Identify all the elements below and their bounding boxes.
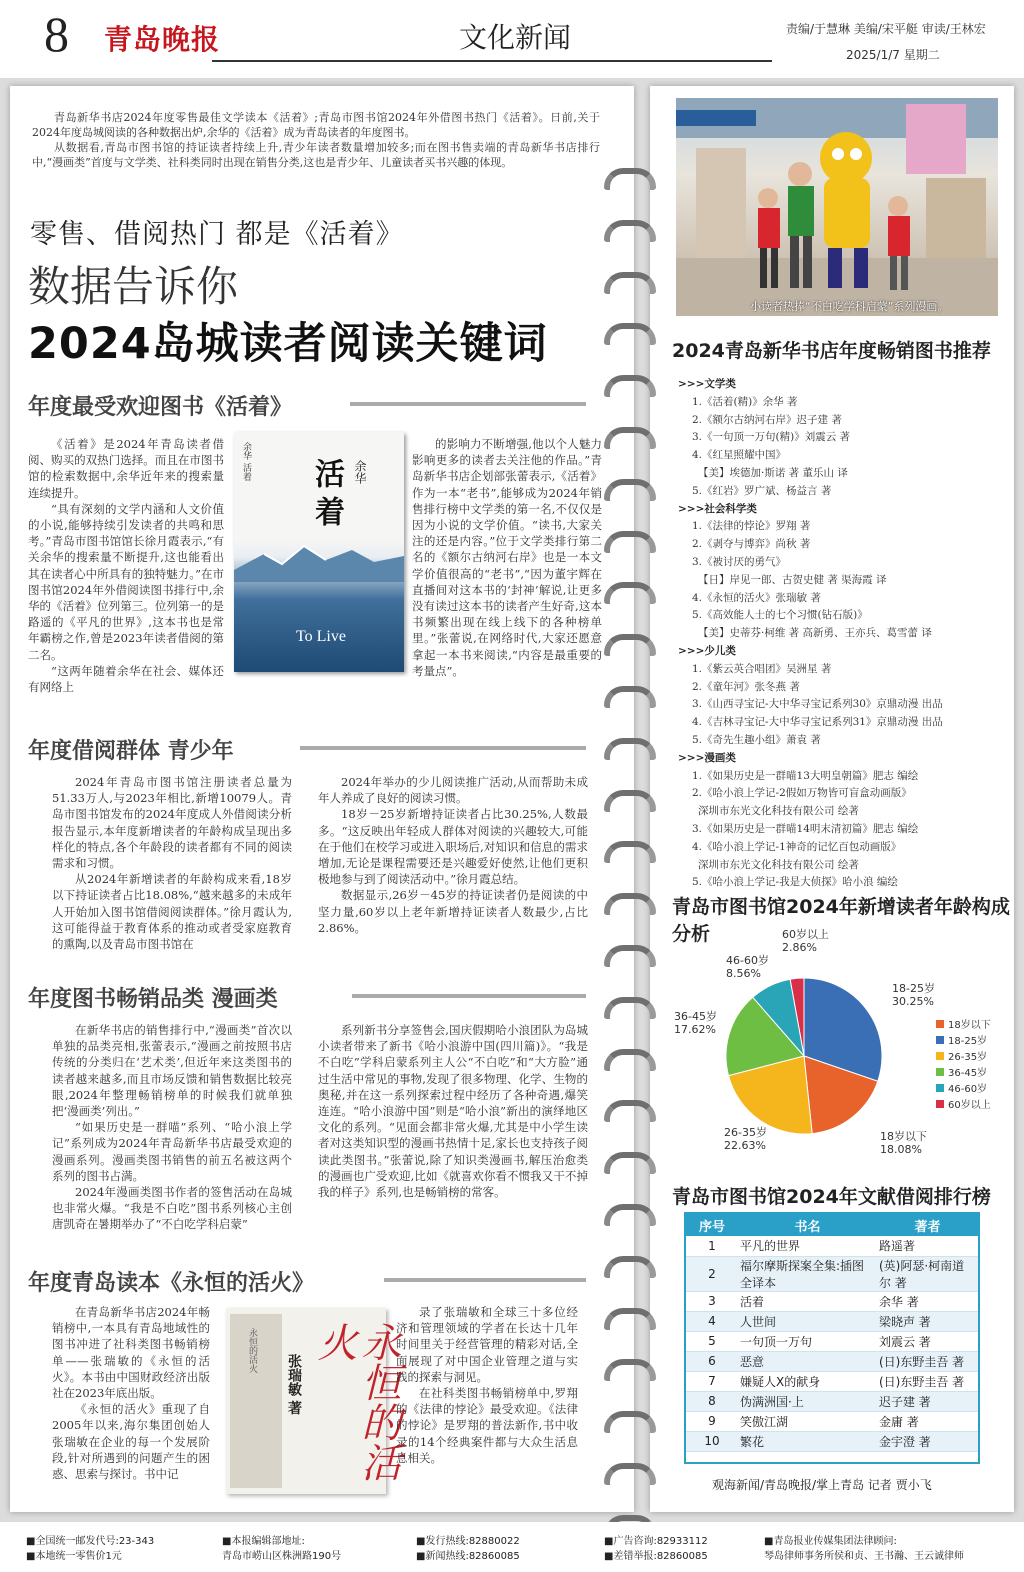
bestseller-item: 4.《哈小浪上学记-1神奇的记忆百包动画版》 <box>692 840 902 853</box>
book-english-title: To Live <box>296 628 346 645</box>
binder-ring <box>604 997 656 1019</box>
chart-title: 青岛市图书馆2024年新增读者年龄构成分析 <box>672 896 1010 945</box>
legend-swatch <box>936 1020 944 1028</box>
rank-number: 8 <box>686 1391 738 1411</box>
section-heading-bar <box>384 1278 586 1282</box>
footer-info: 琴岛律师事务所侯和贞、王书瀚、王云诚律师 <box>764 1551 964 1562</box>
bestseller-item: 深圳市东光文化科技有限公司 绘著 <box>698 805 859 818</box>
section-2-column-1 <box>52 774 292 952</box>
paragraph: 录了张瑞敏和全球三十多位经济和管理领域的学者在长达十几年时间里关于经营管理的精彩对话,全面展现了对中国企业管理之道与实践的探索与洞见。 <box>396 1305 578 1384</box>
section-heading: 年度图书畅销品类 漫画类 <box>28 986 278 1012</box>
bestseller-item: 深圳市东光文化科技有限公司 绘著 <box>698 858 859 871</box>
binder-ring <box>604 479 656 501</box>
ranking-title: 青岛市图书馆2024年文献借阅排行榜 <box>672 1186 991 1208</box>
section-4-column-2 <box>396 1304 578 1466</box>
paragraph: “这两年随着余华在社会、媒体还有网络上 <box>28 663 224 695</box>
pie-slice-label: 36-45岁 <box>674 1010 717 1023</box>
binder-ring <box>604 841 656 863</box>
section-heading: 年度青岛读本《永恒的活火》 <box>28 1270 315 1296</box>
bestseller-item: 4.《红星照耀中国》 <box>692 449 787 462</box>
legend-entry: 60岁以上 <box>948 1100 991 1111</box>
event-photo <box>676 98 998 316</box>
section-1-column-1 <box>28 436 224 695</box>
author-cell: 迟子建 著 <box>877 1391 978 1411</box>
author-cell: (英)阿瑟·柯南道尔 著 <box>877 1256 978 1291</box>
footer-info: 青岛市崂山区株洲路190号 <box>222 1551 342 1562</box>
paragraph: 2024年漫画类图书作者的签售活动在岛城也非常火爆。“我是不白吃”图书系列核心主创唐凯奇在暑期举办了“不白吃学科启蒙” <box>52 1185 292 1232</box>
section-heading-bar <box>350 402 586 406</box>
table-header: 序号 <box>686 1214 738 1236</box>
table-row <box>686 1331 978 1351</box>
footer-info: ■发行热线:82880022 <box>416 1536 520 1547</box>
binder-ring <box>604 323 656 345</box>
article-intro <box>32 110 600 170</box>
pie-slice-label: 46-60岁 <box>726 954 769 967</box>
book-title-cell: 伪满洲国·上 <box>738 1391 877 1411</box>
book-title-cell: 人世间 <box>738 1311 877 1331</box>
paragraph: 《活着》是2024年青岛读者借阅、购买的双热门选择。而且在市图书馆的检索数据中,余华近年来的搜索量连续提升。 <box>28 437 224 500</box>
book-spine-text: 永恒的活火 <box>247 1328 257 1373</box>
binder-ring <box>604 945 656 967</box>
bestseller-item: 【美】史蒂芬·柯维 著 高新勇、王亦兵、葛雪蕾 译 <box>698 627 932 640</box>
table-row <box>686 1351 978 1371</box>
binder-ring <box>604 1204 656 1226</box>
bestseller-item: 【日】岸见一郎、古贺史健 著 渠海霞 译 <box>698 573 887 586</box>
rank-number: 10 <box>686 1431 738 1451</box>
footer-info: ■差错举报:82860085 <box>604 1551 708 1562</box>
footer-info: ■青岛报业传媒集团法律顾问: <box>764 1536 897 1547</box>
bestseller-item: 5.《哈小浪上学记-我是大侦探》哈小浪 编绘 <box>692 876 898 889</box>
binder-rings <box>604 110 668 1510</box>
rank-number: 5 <box>686 1331 738 1351</box>
binder-ring <box>604 220 656 242</box>
mountain-illustration <box>234 542 404 582</box>
pie-slice-label: 17.62% <box>674 1023 716 1036</box>
book-title-cell: 平凡的世界 <box>738 1236 877 1256</box>
table-header: 著者 <box>877 1214 978 1236</box>
bestseller-item: 2.《额尔古纳河右岸》迟子建 著 <box>692 413 842 426</box>
binder-ring <box>604 531 656 553</box>
paragraph: 的影响力不断增强,他以个人魅力影响更多的读者去关注他的作品。”青岛新华书店企划部张蕾表示,《活着》作为一本“老书”,能够成为2024年销售排行榜中文学类的第一名,不仅仅是因为小说的文学价值。“读书,大家关注的还是内容。”位于文学类排行第二名的《额尔古纳河右岸》也是一本文学价值很高的“老书”,“因为董宇辉在直播间对这本书的‘封神’解说,让更多没有读过这本书的读者产生好奇,这本书频繁出现在线上线下的各种榜单里。”张蕾说,在网络时代,大家还愿意拿起一本书来阅读,“内容是最重要的考量点”。 <box>412 437 602 678</box>
book-title: 活着 <box>309 458 344 534</box>
table-row <box>686 1236 978 1256</box>
section-3-column-2 <box>318 1022 588 1200</box>
legend-entry: 46-60岁 <box>948 1084 988 1095</box>
paragraph: 2024年青岛市图书馆注册读者总量为51.33万人,与2023年相比,新增10079人。青岛市图书馆发布的2024年度成人外借阅读分析报告显示,本年度新增读者的年龄构成呈现出多样化的特点,各个年龄段的读者都有不同的阅读需求和习惯。 <box>52 775 292 871</box>
legend-entry: 36-45岁 <box>948 1068 988 1079</box>
pie-slice-label: 30.25% <box>892 995 934 1008</box>
paragraph: 数据显示,26岁－45岁的持证读者仍是阅读的中坚力量,60岁以上老年新增持证读者人数最少,占比2.86%。 <box>318 888 588 935</box>
legend-swatch <box>936 1036 944 1044</box>
bestseller-category: >>>文学类 <box>678 378 736 390</box>
legend-entry: 26-35岁 <box>948 1052 988 1063</box>
bestseller-item: 1.《活着(精)》余华 著 <box>692 395 798 408</box>
book-title-cell: 活着 <box>738 1291 877 1311</box>
editor-credits: 责编/于慧琳 美编/宋平艇 审读/王林宏 <box>786 22 986 36</box>
paragraph: 《永恒的活火》重现了自2005年以来,海尔集团创始人张瑞敏在企业的每一个发展阶段,针对所遇到的问题产生的困惑、思索与探讨。书中记 <box>52 1402 210 1482</box>
pie-slice-label: 2.86% <box>782 941 817 954</box>
pie-slice-label: 8.56% <box>726 967 761 980</box>
table-row <box>686 1391 978 1411</box>
rank-number: 9 <box>686 1411 738 1431</box>
binder-ring <box>604 634 656 656</box>
bestseller-category: >>>少儿类 <box>678 644 736 657</box>
legend-swatch <box>936 1084 944 1092</box>
bestseller-item: 5.《红岩》罗广斌、杨益言 著 <box>692 484 832 497</box>
table-row <box>686 1256 978 1291</box>
binder-ring <box>604 272 656 294</box>
bestseller-item: 【美】埃德加·斯诺 著 董乐山 译 <box>698 466 848 479</box>
book-title-cell: 福尔摩斯探案全集:插图全译本 <box>738 1256 877 1291</box>
footer-info: ■新闻热线:82860085 <box>416 1551 520 1562</box>
pie-slice-label: 26-35岁 <box>724 1126 767 1139</box>
book-cover-huozhe <box>234 432 404 672</box>
legend-entry: 18-25岁 <box>948 1036 988 1047</box>
legend-swatch <box>936 1052 944 1060</box>
table-row <box>686 1291 978 1311</box>
rank-number: 2 <box>686 1256 738 1291</box>
binder-ring <box>604 168 656 190</box>
bestseller-item: 4.《吉林寻宝记-大中华寻宝记系列31》京鼎动漫 出品 <box>692 716 943 729</box>
binder-ring <box>604 893 656 915</box>
rank-number: 7 <box>686 1371 738 1391</box>
author-cell: 余华 著 <box>877 1291 978 1311</box>
headline-bold: 2024岛城读者阅读关键词 <box>28 319 548 369</box>
rank-number: 6 <box>686 1351 738 1371</box>
footer-info: ■广告咨询:82933112 <box>604 1536 708 1547</box>
pie-slice-label: 18.08% <box>880 1143 922 1156</box>
paragraph: 18岁－25岁新增持证读者占比30.25%,人数最多。“这反映出年轻成人群体对阅读的兴趣较大,可能在于他们在校学习或进入职场后,对知识和信息的需求增加,无论是课程需要还是兴趣爱好使然,让他们更积极地参与到了阅读活动中。”徐月霞总结。 <box>318 807 588 887</box>
book-title-cell: 嫌疑人X的献身 <box>738 1371 877 1391</box>
headline-main: 数据告诉你 <box>28 262 239 311</box>
rank-number: 3 <box>686 1291 738 1311</box>
bestseller-item: 1.《法律的悖论》罗翔 著 <box>692 520 811 533</box>
book-cover-yongheng <box>226 1308 401 1494</box>
paragraph: 2024年举办的少儿阅读推广活动,从而帮助未成年人养成了良好的阅读习惯。 <box>318 775 588 806</box>
binder-ring <box>604 1100 656 1122</box>
paragraph: 从2024年新增读者的年龄构成来看,18岁以下持证读者占比18.08%,“越来越多的未成年人开始加入图书馆借阅阅读群体。”徐月霞认为,这可能得益于教育体系的推动或者受家庭教育的熏陶,以及青岛市图书馆在 <box>52 872 292 952</box>
book-title: 永恒的活火 <box>311 1322 401 1482</box>
bestseller-item: 2.《剥夺与博弈》尚秋 著 <box>692 538 811 551</box>
bestseller-item: 3.《如果历史是一群喵14明末清初篇》肥志 编绘 <box>692 822 919 835</box>
header-rule <box>212 60 772 62</box>
bestseller-category: >>>漫画类 <box>678 751 736 764</box>
bestseller-item: 1.《紫云英合唱团》吴洲星 著 <box>692 662 832 675</box>
binder-ring <box>604 1308 656 1330</box>
binder-ring <box>604 1359 656 1381</box>
bestsellers-title: 2024青岛新华书店年度畅销图书推荐 <box>672 340 991 362</box>
section-1-column-2 <box>412 436 602 679</box>
ranking-table <box>686 1214 978 1452</box>
author-cell: 刘震云 著 <box>877 1331 978 1351</box>
section-heading-bar <box>300 746 586 750</box>
footer-info: ■全国统一邮发代号:23-343 <box>26 1536 155 1547</box>
pie-slice-label: 60岁以上 <box>782 928 829 941</box>
intro-paragraph: 从数据看,青岛市图书馆的持证读者持续上升,青少年读者数量增加较多;而在图书售卖端的青岛新华书店排行中,“漫画类”首度与文学类、社科类同时出现在销售分类,这也是青少年、儿童读者买书兴趣的体现。 <box>32 141 600 169</box>
intro-paragraph: 青岛新华书店2024年度零售最佳文学读本《活着》;青岛市图书馆2024年外借图书热门《活着》。日前,关于2024年度岛城阅读的各种数据出炉,余华的《活着》成为青岛读者的年度图书。 <box>32 111 600 139</box>
section-heading-bar <box>352 994 586 998</box>
bestseller-item: 2.《哈小浪上学记-2假如万物皆可盲盒动画版》 <box>692 787 912 800</box>
bestseller-item: 4.《永恒的活火》张瑞敏 著 <box>692 591 821 604</box>
binder-ring <box>604 1463 656 1485</box>
binder-ring <box>604 375 656 397</box>
section-heading: 年度最受欢迎图书《活着》 <box>28 394 293 420</box>
footer-info: ■本地统一零售价1元 <box>26 1551 122 1562</box>
table-row <box>686 1311 978 1331</box>
binder-ring <box>604 1049 656 1071</box>
bestsellers-list <box>678 376 998 892</box>
masthead <box>0 0 1024 78</box>
table-row <box>686 1411 978 1431</box>
binder-ring <box>604 1152 656 1174</box>
section-4-column-1 <box>52 1304 210 1482</box>
section-heading: 年度借阅群体 青少年 <box>28 738 234 764</box>
binder-ring <box>604 1411 656 1433</box>
book-author: 张瑞敏 著 <box>286 1354 302 1415</box>
book-title-cell: 一句顶一万句 <box>738 1331 877 1351</box>
binder-ring <box>604 1256 656 1278</box>
book-title-cell: 笑傲江湖 <box>738 1411 877 1431</box>
byline: 观海新闻/青岛晚报/掌上青岛 记者 贾小飞 <box>712 1478 932 1492</box>
issue-date: 2025/1/7 星期二 <box>846 48 940 62</box>
binder-ring <box>604 738 656 760</box>
bestseller-item: 2.《童年河》张冬燕 著 <box>692 680 800 693</box>
page-number: 8 <box>44 6 69 62</box>
paragraph: 在青岛新华书店2024年畅销榜中,一本具有青岛地域性的图书冲进了社科类图书畅销榜单——张瑞敏的《永恒的活火》。本书由中国财政经济出版社在2023年底出版。 <box>52 1305 210 1401</box>
binder-ring <box>604 582 656 604</box>
section-2-column-2 <box>318 774 588 936</box>
bestseller-item: 3.《山西寻宝记-大中华寻宝记系列30》京鼎动漫 出品 <box>692 698 943 711</box>
paragraph: 在社科类图书畅销榜单中,罗翔的《法律的悖论》最受欢迎。《法律的悖论》是罗翔的普法新作,书中收录的14个经典案件都与大众生活息息相关。 <box>396 1386 578 1465</box>
headline-kicker: 零售、借阅热门 都是《活着》 <box>30 219 404 250</box>
legend-swatch <box>936 1100 944 1108</box>
table-row <box>686 1371 978 1391</box>
bestseller-category: >>>社会科学类 <box>678 502 757 515</box>
rank-number: 1 <box>686 1236 738 1256</box>
book-author: 余华 <box>353 460 367 484</box>
pie-slice-label: 22.63% <box>724 1139 766 1152</box>
rank-number: 4 <box>686 1311 738 1331</box>
footer-info: ■本报编辑部地址: <box>222 1536 305 1547</box>
paragraph: “如果历史是一群喵”系列、“哈小浪上学记”系列成为2024年青岛新华书店最受欢迎的漫画系列。漫画类图书销售的前五名被这两个系列的图书占满。 <box>52 1120 292 1183</box>
paragraph: 系列新书分享签售会,国庆假期哈小浪团队为岛城小读者带来了新书《哈小浪游中国(四川篇)》。“我是不白吃”学科启蒙系列主人公“不白吃”和“大方脸”通过生活中常见的事物,发现了很多物理、化学、生物的奥秘,并在这一系列探索过程中经历了各种奇遇,爆笑连连。“哈小浪游中国”则是“哈小浪”新出的演绎地区文化的系列。“见面会都非常火爆,尤其是中小学生读者对这类知识型的漫画书热情十足,家长也支持孩子阅读此类图书。”张蕾说,除了知识类漫画书,解压治愈类的漫画也广受欢迎,比如《就喜欢你看不惯我又干不掉我的样子》系列,也是畅销榜的常客。 <box>318 1023 588 1200</box>
author-cell: (日)东野圭吾 著 <box>877 1371 978 1391</box>
bestseller-item: 5.《奇先生趣小组》萧袁 著 <box>692 733 821 746</box>
book-title-cell: 恶意 <box>738 1351 877 1371</box>
photo-illustration <box>676 98 998 316</box>
page-footer <box>0 1522 1024 1572</box>
author-cell: 路遥著 <box>877 1236 978 1256</box>
binder-ring <box>604 790 656 812</box>
binder-ring <box>604 427 656 449</box>
paper-logo: 青岛晚报 <box>104 23 221 56</box>
paragraph: “具有深刻的文学内涵和人文价值的小说,能够持续引发读者的共鸣和思考。”青岛市图书馆馆长徐月霞表示,“有关余华的搜索量不断提升,这也能看出其在读者心中所具有的独特魅力。”在市图书馆2024年外借阅读图书排行中,余华的《活着》位列第三。位列第一的是路遥的《平凡的世界》,这本书也是常年霸榜之作,曾是2023年读者借阅的第二名。 <box>28 501 224 662</box>
table-row <box>686 1431 978 1451</box>
author-cell: 金庸 著 <box>877 1411 978 1431</box>
pie-slice-label: 18岁以下 <box>880 1130 927 1143</box>
author-cell: 梁晓声 著 <box>877 1311 978 1331</box>
photo-caption: 小读者热捧“不白吃学科启蒙”系列漫画。 <box>750 300 949 313</box>
book-spine-text: 余华 活着 <box>241 442 251 481</box>
bestseller-item: 3.《一句顶一万句(精)》刘震云 著 <box>692 431 851 444</box>
legend-entry: 18岁以下 <box>948 1020 991 1031</box>
section-3-column-1 <box>52 1022 292 1233</box>
author-cell: 金宇澄 著 <box>877 1431 978 1451</box>
section-title: 文化新闻 <box>458 21 571 54</box>
legend-swatch <box>936 1068 944 1076</box>
bestseller-item: 5.《高效能人士的七个习惯(钻石版)》 <box>692 609 868 622</box>
book-title-cell: 繁花 <box>738 1431 877 1451</box>
bestseller-item: 1.《如果历史是一群喵13大明皇朝篇》肥志 编绘 <box>692 769 919 782</box>
author-cell: (日)东野圭吾 著 <box>877 1351 978 1371</box>
age-pie-chart <box>664 922 1004 1172</box>
binder-ring <box>604 686 656 708</box>
table-header: 书名 <box>738 1214 877 1236</box>
paragraph: 在新华书店的销售排行中,“漫画类”首次以单独的品类亮相,张蕾表示,“漫画之前按照书店传统的分类归在‘艺术类’,但近年来这类图书的读者越来越多,而且市场反馈和销售数据比较亮眼,2024年整理畅销榜单的时候我们就单独把‘漫画类’列出。” <box>52 1023 292 1119</box>
bestseller-item: 3.《被讨厌的勇气》 <box>692 555 787 568</box>
pie-slice-label: 18-25岁 <box>892 982 935 995</box>
